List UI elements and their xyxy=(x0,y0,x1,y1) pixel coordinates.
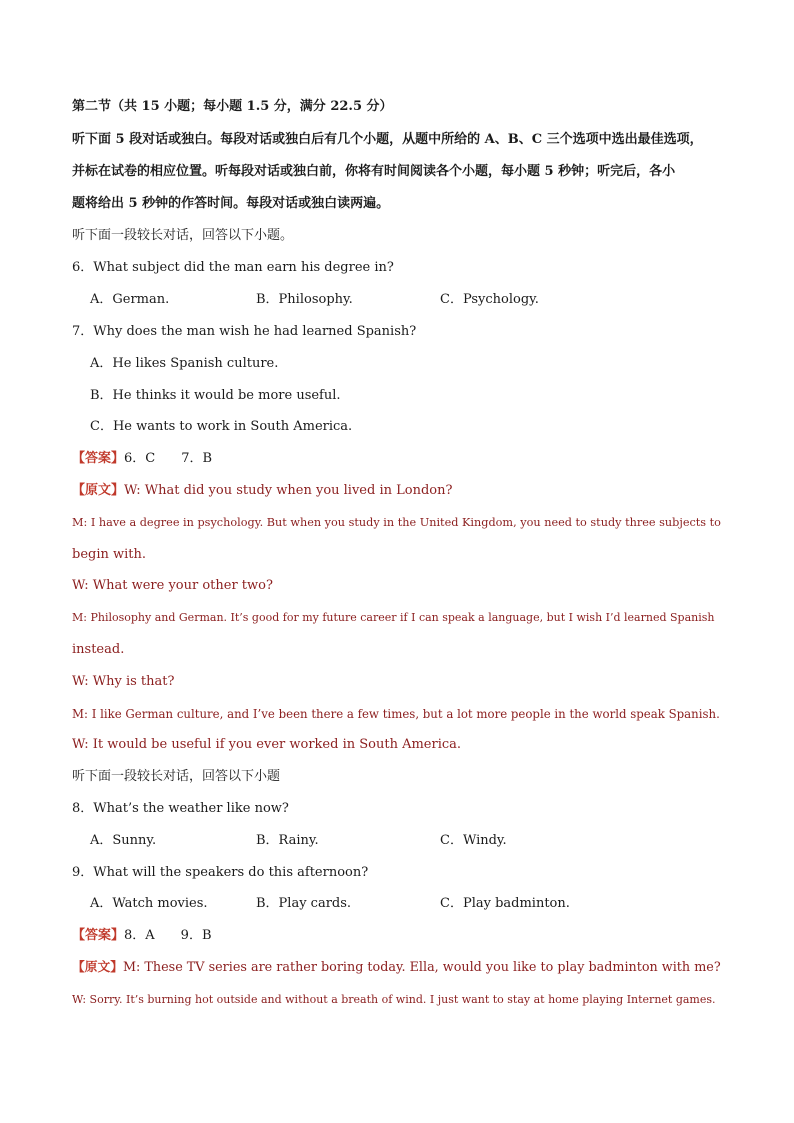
question-7-option-c: C．He wants to work in South America. xyxy=(90,419,353,434)
instructions-line-2: 并标在试卷的相应位置。听每段对话或独白前，你将有时间阅读各个小题，每小题 5 秒钟；听完后，各小 xyxy=(72,164,676,179)
transcript-line xyxy=(72,482,452,500)
question-7-option-a: A．He likes Spanish culture. xyxy=(90,356,279,371)
question-6-option-b: B．Philosophy. xyxy=(256,292,353,307)
transcript-tag: 【原文】 xyxy=(72,483,125,498)
transcript-text: W: Sorry. It’s burning hot outside and without a breath of wind. I just want to stay at home playing Internet games. xyxy=(72,993,716,1006)
transcript-text: W: What were your other two? xyxy=(72,578,273,593)
answer-line-2 xyxy=(72,927,212,945)
question-9-option-a: A．Watch movies. xyxy=(90,896,208,911)
transcript-text: instead. xyxy=(72,642,125,657)
transcript-text: M: I like German culture, and I’ve been there a few times, but a lot more people in the world speak Spanish. xyxy=(72,707,720,721)
question-8-option-c: C．Windy. xyxy=(440,833,507,848)
answer-tag: 【答案】 xyxy=(72,928,125,943)
transcript-text: W: It would be useful if you ever worked in South America. xyxy=(72,737,462,752)
transcript-text: begin with. xyxy=(72,547,147,562)
question-6-option-a: A．German. xyxy=(90,292,170,307)
transcript-line xyxy=(72,959,721,977)
transcript-tag: 【原文】 xyxy=(72,960,123,975)
answer-tag: 【答案】 xyxy=(72,451,125,466)
question-6-stem: 6．What subject did the man earn his degree in? xyxy=(72,260,394,275)
instructions-line-1: 听下面 5 段对话或独白。每段对话或独白后有几个小题，从题中所给的 A、B、C 三个选项中选出最佳选项， xyxy=(72,132,703,147)
question-6-option-c: C．Psychology. xyxy=(440,292,539,307)
transcript-text: W: What did you study when you lived in London? xyxy=(124,483,453,498)
section-title: 第二节（共 15 小题；每小题 1.5 分，满分 22.5 分） xyxy=(72,99,393,114)
question-9-option-c: C．Play badminton. xyxy=(440,896,570,911)
answer-text: 6．C 7．B xyxy=(124,451,213,466)
transcript-text: W: Why is that? xyxy=(72,674,175,689)
answer-text: 8．A 9．B xyxy=(124,928,212,943)
question-9-stem: 9．What will the speakers do this afternoon? xyxy=(72,865,369,880)
group2-intro: 听下面一段较长对话，回答以下小题 xyxy=(72,769,281,784)
question-7-stem: 7．Why does the man wish he had learned Spanish? xyxy=(72,324,417,339)
question-8-option-a: A．Sunny. xyxy=(90,833,157,848)
instructions-line-3: 题将给出 5 秒钟的作答时间。每段对话或独白读两遍。 xyxy=(72,196,390,211)
question-9-option-b: B．Play cards. xyxy=(256,896,352,911)
question-8-stem: 8．What’s the weather like now? xyxy=(72,801,289,816)
transcript-text: M: Philosophy and German. It’s good for my future career if I can speak a language, but I wish I’d learned Spanish xyxy=(72,611,715,624)
transcript-text: M: I have a degree in psychology. But when you study in the United Kingdom, you need to study three subjects to xyxy=(72,516,721,529)
group1-intro: 听下面一段较长对话，回答以下小题。 xyxy=(72,228,294,243)
question-7-option-b: B．He thinks it would be more useful. xyxy=(90,388,341,403)
question-8-option-b: B．Rainy. xyxy=(256,833,319,848)
transcript-text: M: These TV series are rather boring today. Ella, would you like to play badminton with me? xyxy=(123,960,721,975)
answer-line-1 xyxy=(72,450,212,468)
